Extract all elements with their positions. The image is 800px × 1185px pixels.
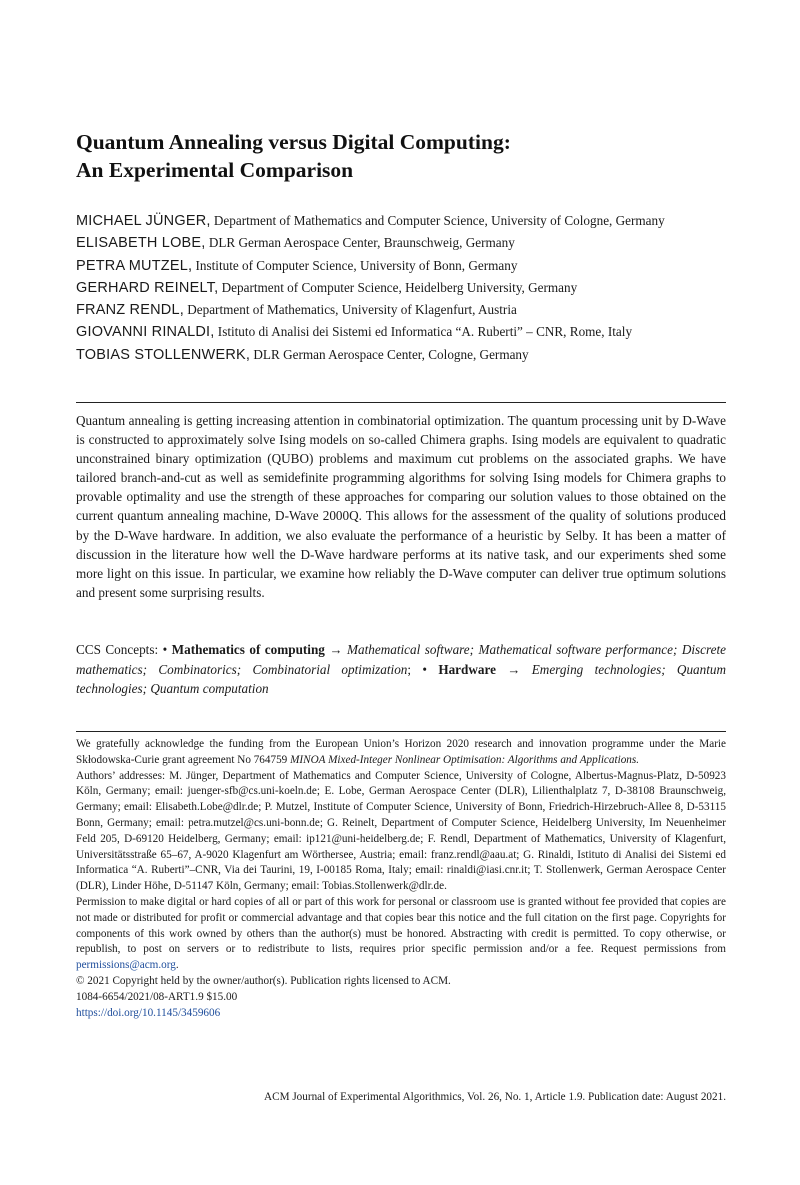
author-entry — [76, 299, 726, 321]
permissions-email-link[interactable]: permissions@acm.org — [76, 959, 176, 972]
ccs-terms-hardware: Emerging technologies; Quantum technologies; Quantum computation — [76, 661, 727, 696]
permission-text: Permission to make digital or hard copies of all or part of this work for personal or classroom use is granted without fee provided that copies are not made or distributed for profit or commercial advantage and that copies bear this notice and the full citation on the first page. Copyrights for components of this work owned by others than the author(s) must be honored. Abstracting with credit is permitted. To copy otherwise, or republish, to post on servers or to redistribute to lists, requires prior specific permission and/or a fee. Request permissions from — [76, 895, 726, 956]
ccs-terms-mathematics: Mathematical software; Mathematical software performance; Discrete mathematics; Combinatorics; Combinatorial optimization — [76, 642, 727, 677]
author-affiliation: Department of Mathematics, University of Klagenfurt, Austria — [183, 302, 517, 318]
author-affiliation: Istituto di Analisi dei Sistemi ed Informatica “A. Ruberti” – CNR, Rome, Italy — [214, 324, 633, 340]
author-affiliation: Department of Computer Science, Heidelberg University, Germany — [218, 279, 578, 295]
abstract: Quantum annealing is getting increasing attention in combinatorial optimization. The quantum processing unit by D-Wave is constructed to approximately solve Ising models on so-called Chimera graphs. Ising models are equivalent to quadratic unconstrained binary optimization (QUBO) problems and maximum cut problems on the associated graphs. We have tailored branch-and-cut as well as semidefinite programming algorithms for solving Ising models for Chimera graphs to provable optimality and use the strength of these approaches for comparing our solution values to those obtained on the current quantum annealing machine, D-Wave 2000Q. This allows for the assessment of the quality of solutions produced by the D-Wave hardware. In addition, we also evaluate the performance of a heuristic by Selby. It has been a matter of discussion in the literature how well the D-Wave hardware performs at its native task, and our experiments shed some more light on this issue. In particular, we examine how reliably the D-Wave computer can deliver true optimum solutions and present some surprising results. — [76, 413, 726, 600]
ccs-arrow: → — [495, 661, 532, 677]
permission-note — [76, 895, 726, 974]
author-name: GERHARD REINELT, — [76, 279, 219, 296]
author-entry — [76, 277, 726, 299]
author-name: FRANZ RENDL, — [76, 302, 184, 319]
author-affiliation: Department of Mathematics and Computer Science, University of Cologne, Germany — [210, 213, 665, 228]
author-affiliation: DLR German Aerospace Center, Cologne, Germany — [250, 346, 529, 362]
author-entry — [76, 255, 726, 277]
permission-end: . — [175, 959, 179, 972]
issn-price: 1084-6654/2021/08-ART1.9 $15.00 — [76, 990, 238, 1003]
ccs-separator: ; — [407, 661, 423, 677]
doi-link[interactable]: https://doi.org/10.1145/3459606 — [76, 1006, 221, 1019]
funding-note — [76, 737, 726, 769]
ccs-topic-mathematics: Mathematics of computing — [171, 642, 325, 657]
abstract-top-divider — [76, 402, 726, 403]
ccs-bullet: • — [162, 642, 172, 657]
footnote-divider — [76, 731, 726, 732]
author-name: ELISABETH LOBE, — [76, 235, 206, 252]
author-entry — [76, 344, 726, 366]
author-name: MICHAEL JÜNGER, — [76, 213, 211, 229]
author-entry — [76, 232, 726, 254]
ccs-topic-hardware: Hardware — [438, 661, 496, 677]
funding-project-name: MINOA Mixed-Integer Nonlinear Optimisation: Algorithms and Applications. — [290, 753, 640, 766]
author-name: PETRA MUTZEL, — [76, 257, 193, 274]
author-list — [76, 210, 726, 366]
paper-title — [76, 128, 726, 184]
author-name: GIOVANNI RINALDI, — [76, 324, 215, 341]
author-entry — [76, 321, 726, 343]
author-entry — [76, 210, 726, 232]
footnotes — [76, 737, 726, 1021]
author-affiliation: Institute of Computer Science, University of Bonn, Germany — [192, 257, 518, 273]
journal-footer: ACM Journal of Experimental Algorithmics, Vol. 26, No. 1, Article 1.9. Publication date: August 2021. — [264, 1091, 726, 1103]
author-name: TOBIAS STOLLENWERK, — [76, 346, 251, 363]
paper-title-line-2: An Experimental Comparison — [76, 158, 354, 182]
ccs-concepts — [76, 640, 726, 699]
author-addresses: Authors’ addresses: M. Jünger, Department of Mathematics and Computer Science, University of Cologne, Albertus-Magnus-Platz, D-50923 Köln, Germany; email: juenger-sfb@cs.uni-koeln.de; E. Lobe, German Aerospace Center (DLR), Lilienthalplatz 7, D-38108 Braunschweig, Germany; email: Elisabeth.Lobe@dlr.de; P. Mutzel, Institute of Computer Science, University of Bonn, Friedrich-Hirzebruch-Allee 8, D-53115 Bonn, Germany; email: petra.mutzel@cs.uni-bonn.de; G. Reinelt, Department of Computer Science, Heidelberg University, Im Neuenheimer Feld 205, D-69120 Heidelberg, Germany; email: ip121@uni-heidelberg.de; F. Rendl, Department of Mathematics, University of Klagenfurt, Universitätsstraße 65–67, A-9020 Klagenfurt am Wörthersee, Austria; email: franz.rendl@aau.at; G. Rinaldi, Istituto di Analisi dei Sistemi ed Informatica “A. Ruberti”–CNR, Via dei Taurini, 19, I-00185 Roma, Italy; email: rinaldi@iasi.cnr.it; T. Stollenwerk, German Aerospace Center (DLR), Linder Höhe, D-51147 Köln, Germany; email: Tobias.Stollenwerk@dlr.de. — [76, 769, 726, 893]
funding-text: We gratefully acknowledge the funding from the European Union’s Horizon 2020 research and innovation programme under the Marie Skłodowska-Curie grant agreement No 764759 — [76, 738, 726, 766]
ccs-prefix: CCS Concepts: — [76, 642, 163, 657]
paper-title-line-1: Quantum Annealing versus Digital Computing: — [76, 130, 511, 154]
author-affiliation: DLR German Aerospace Center, Braunschweig, Germany — [205, 235, 515, 251]
ccs-arrow: → — [324, 642, 348, 657]
ccs-bullet: • — [422, 661, 439, 677]
copyright-note: © 2021 Copyright held by the owner/author(s). Publication rights licensed to ACM. — [76, 974, 451, 987]
